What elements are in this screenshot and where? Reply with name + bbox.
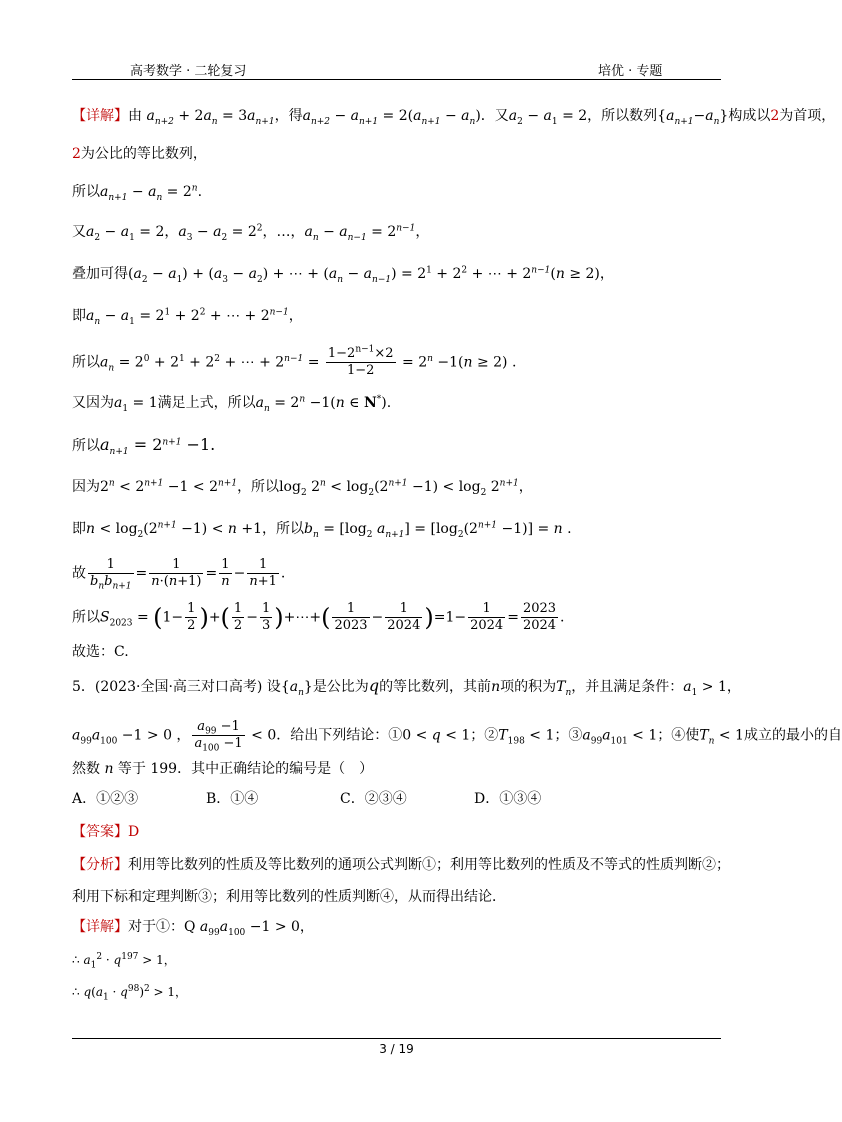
detail-line-3: ∴ $q(a_1 \cdot q^{98})^2 > 1$，	[72, 984, 188, 1003]
solution-line-2: 2为公比的等比数列，	[72, 146, 207, 162]
solution-line-9: 所以$a_{n+1} = 2^{n+1} -1$.	[72, 435, 216, 457]
solution-line-1: 【详解】由 $a_{n+2} + 2a_n = 3a_{n+1}$，得$a_{n+2} - a_{n+1} = 2(a_{n+1} - a_n)$．又$a_2 - a_1 = 2$，所以数列$\{a_{n+1}-a_n\}$构成以2为首项，	[72, 108, 836, 127]
option-d[interactable]: D．①③④	[474, 791, 542, 807]
solution-line-10: 因为$2^n < 2^{n+1} -1 < 2^{n+1}$，所以$\log_2 2^n < \log_2(2^{n+1} -1) < \log_2 2^{n+1}$，	[72, 478, 533, 498]
detail-tag-2: 【详解】	[72, 919, 128, 935]
answer-tag: 【答案】	[72, 824, 128, 840]
detail-line-2: ∴ $a_1^2 \cdot q^{197} > 1$，	[72, 952, 176, 971]
solution-line-3: 所以$a_{n+1} - a_n = 2^n$.	[72, 183, 203, 203]
question-5-line-1: 5．(2023·全国·高三对口高考) 设$\{a_n\}$是公比为q的等比数列，其前n项的积为$T_n$，并且满足条件：$a_1 > 1$，	[72, 676, 741, 698]
header-left: 高考数学 · 二轮复习	[130, 64, 247, 79]
detail-tag: 【详解】	[72, 108, 128, 124]
option-b[interactable]: B．①④	[206, 791, 259, 807]
solution-line-5: 叠加可得$(a_2 - a_1) + (a_3 - a_2)$ + ⋯ + $(a_n - a_{n-1}) = 2^1 + 2^2$ + ⋯ + $2^{n-1}(n \ge 2)$，	[72, 265, 614, 285]
analysis-line-2: 利用下标和定理判断③；利用等比数列的性质判断④，从而得出结论．	[72, 889, 506, 905]
answer-choice-line: 故选：C.	[72, 644, 129, 660]
answer-value: D	[128, 824, 140, 840]
solution-line-7: 所以$a_n = 2^0 + 2^1 + 2^2$ + ⋯ + $2^{n-1}$ = $\frac{1-2^{n-1}\times 2}{1-2}$ = $2^n -1(n \ge 2)$ .	[72, 344, 517, 378]
detail-line-1: 【详解】对于①：Q $a_{99}a_{100} -1 > 0$，	[72, 919, 314, 938]
option-a[interactable]: A．①②③	[72, 791, 139, 807]
solution-line-13: 所以$S_{2023} = (1-$ $\frac{1}{2}$ )+( $\frac{1}{2}$ − $\frac{1}{3}$ )+⋯+( $\frac{1}{2023}$ − $\frac{1}{2024}$ )=1− $\frac{1}{2024}$ = $\frac{2023}{2024}$ .	[72, 601, 565, 633]
solution-line-11: 即$n < \log_2(2^{n+1} -1) < n +1$，所以$b_n = [\log_2$ $a_{n+1}] = [\log_2(2^{n+1} -1)] = n$ .	[72, 520, 572, 540]
solution-line-12: 故 $\frac{1}{b_nb_{n+1}}$ = $\frac{1}{n\cdot(n+1)}$ = $\frac{1}{n}$ − $\frac{1}{n+1}$ .	[72, 557, 286, 592]
answer-line	[72, 822, 139, 842]
question-5-line-3: 然数 n 等于 199．其中正确结论的编号是（ ）	[72, 761, 374, 777]
analysis-line-1: 【分析】利用等比数列的性质及等比数列的通项公式判断①；利用等比数列的性质及不等式的性质判断②；	[72, 857, 730, 873]
header-right: 培优 · 专题	[598, 64, 663, 79]
header-rule	[72, 79, 721, 80]
question-5-line-2: $a_{99}a_{100} -1 > 0$ ， $\frac{a_{99} -1}{a_{100} -1}$ < 0．给出下列结论：①0 < q < 1；$②T_{198} < 1$；$③a_{99}a_{101} < 1$；④使$T_n < 1$成立的最小的自	[72, 719, 842, 754]
options-row	[72, 789, 608, 809]
solution-line-8: 又因为$a_1 = 1$满足上式，所以$a_n = 2^n -1(n$ ∈ N*).	[72, 394, 392, 414]
analysis-tag: 【分析】	[72, 857, 128, 873]
footer-rule	[72, 1038, 721, 1039]
page-number: 3 / 19	[379, 1042, 414, 1056]
option-c[interactable]: C．②③④	[340, 791, 407, 807]
solution-line-6: 即$a_n - a_1 = 2^1 + 2^2$ + ⋯ + $2^{n-1}$，	[72, 307, 303, 327]
solution-line-4: 又$a_2 - a_1 = 2$，$a_3 - a_2 = 2^2$，…，$a_n - a_{n-1} = 2^{n-1}$，	[72, 223, 430, 243]
